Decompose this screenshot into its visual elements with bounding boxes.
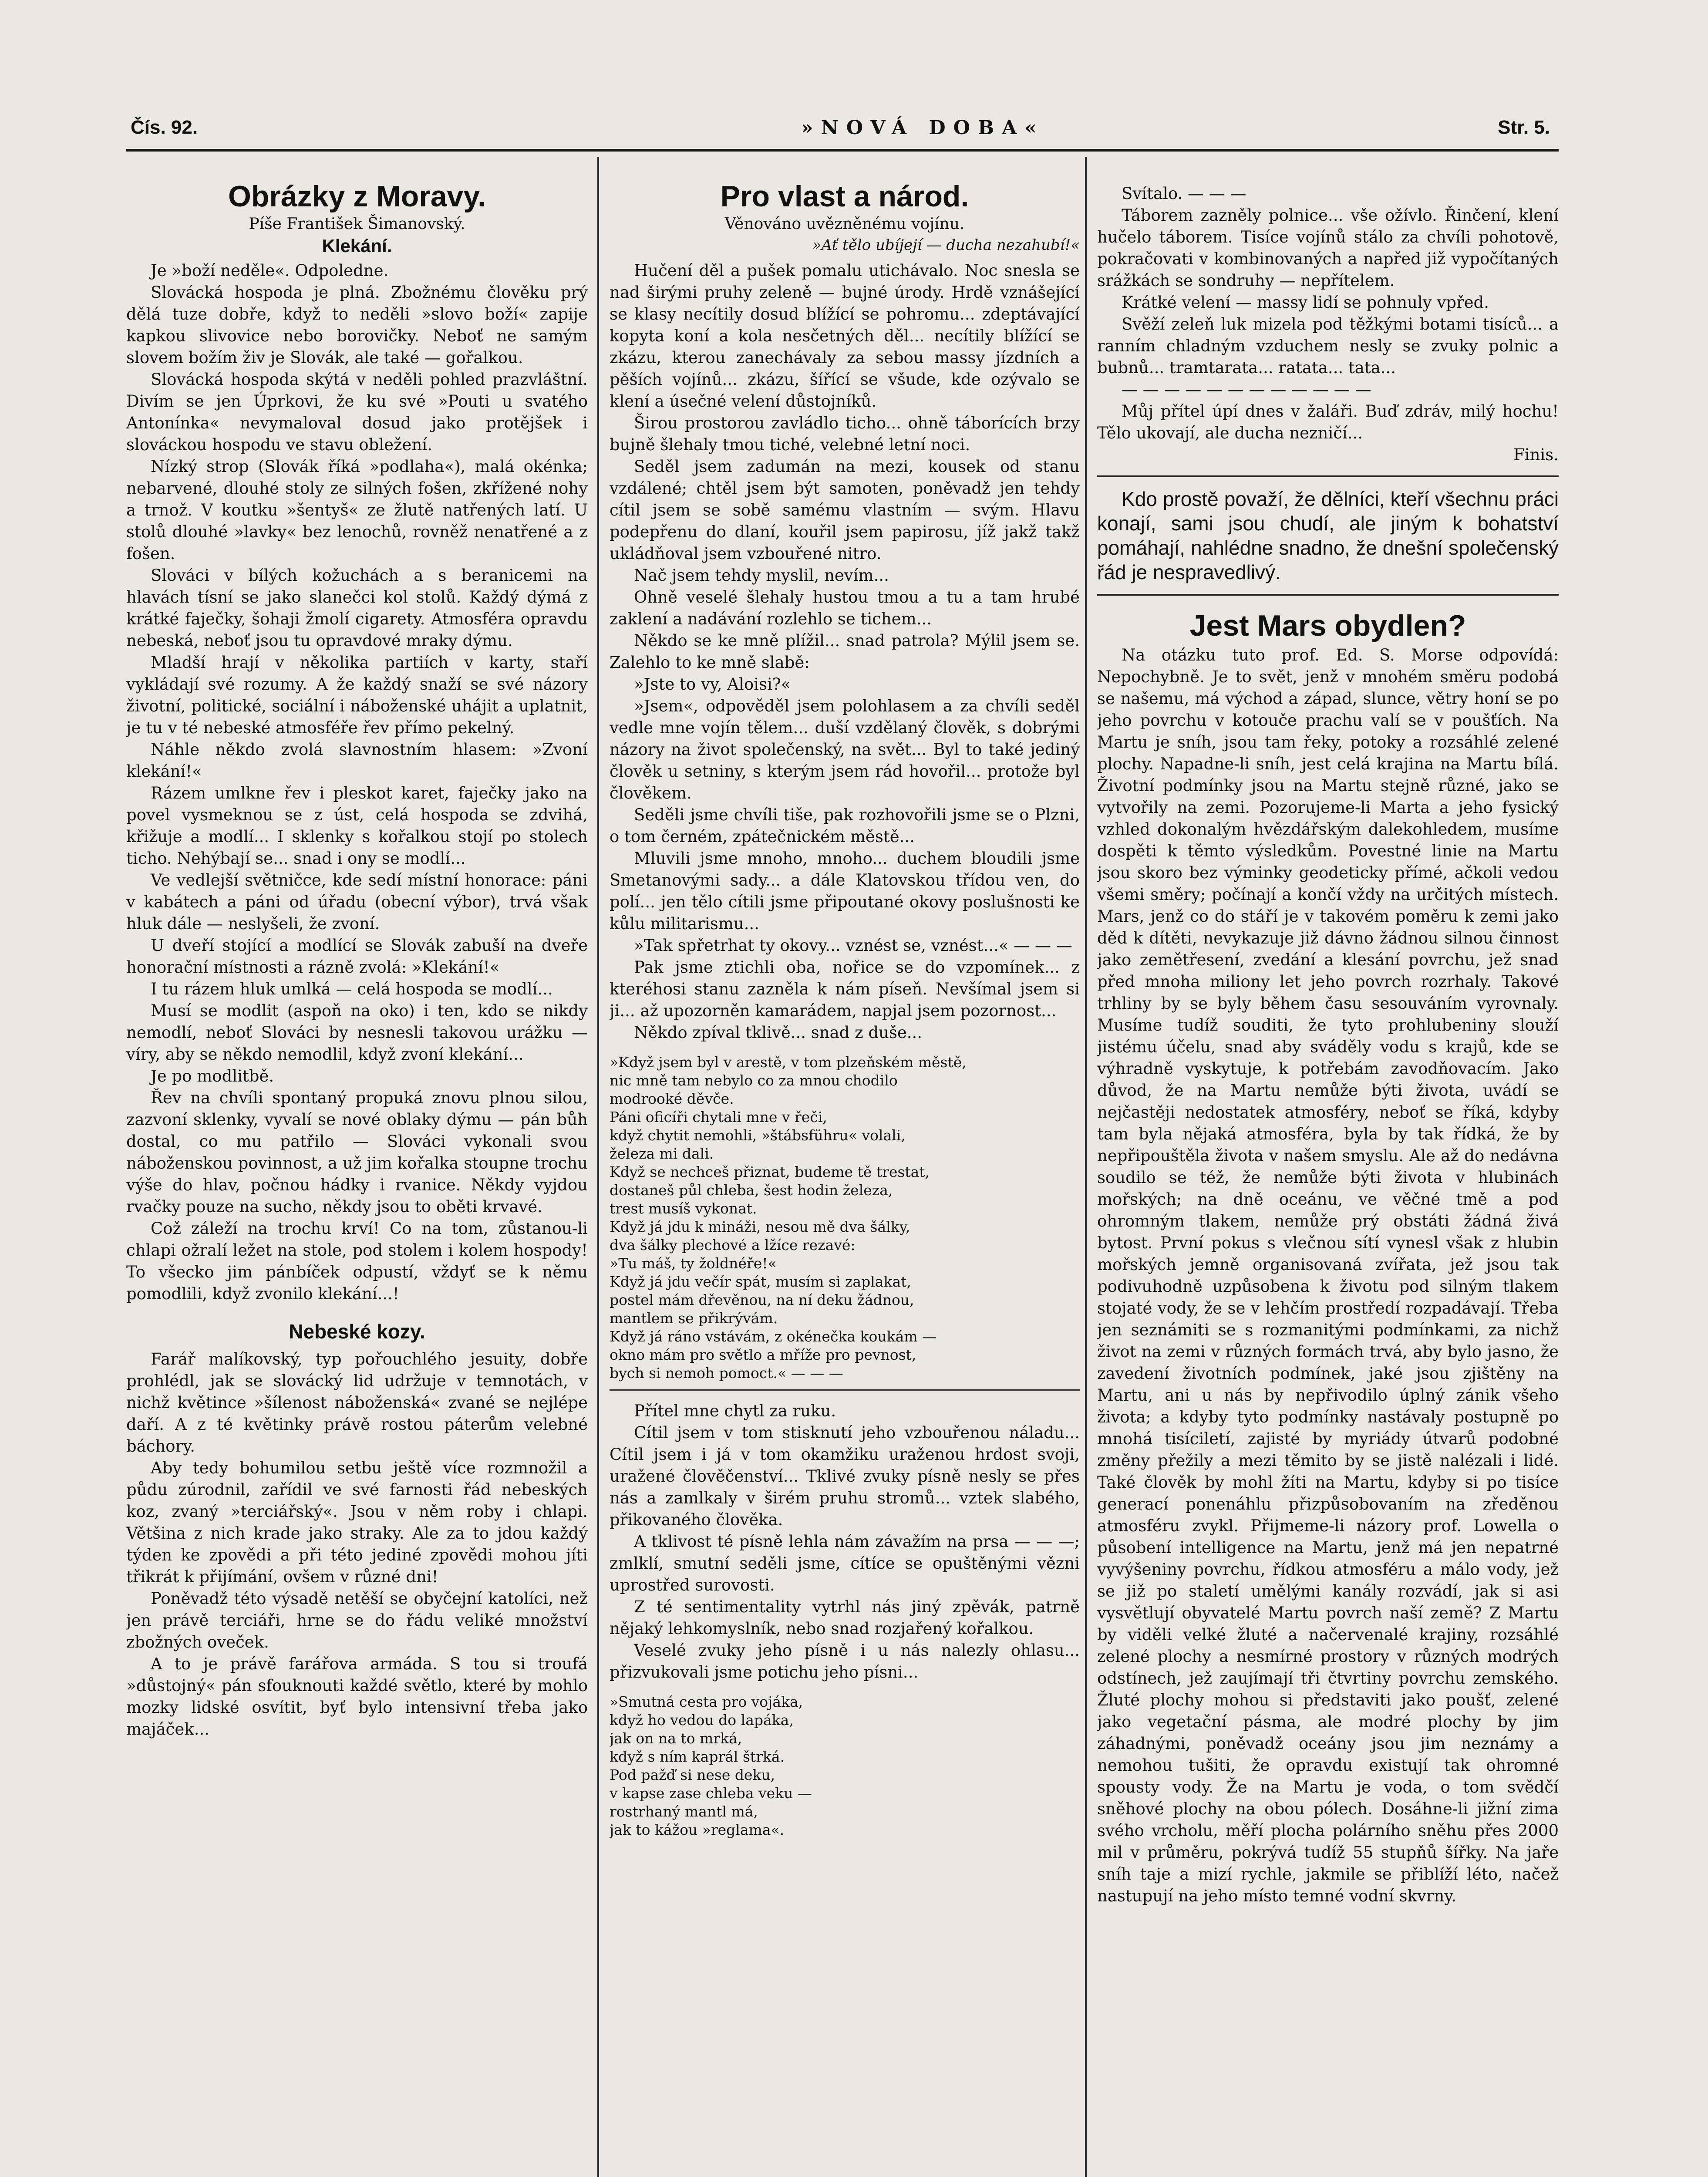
verse-line: dva šálky plechové a lžíce rezavé: <box>610 1237 856 1254</box>
paragraph: Řev na chvíli spontaný propuká znovu plnou silou, zazvoní sklenky, vyvalí se nové oblaky dýmu — pán bůh dostal, co mu patřilo — Slováci vykonali svou náboženskou povinnost, a už jim kořalka stoupne trochu výše do hlav, počnou hádky i rvanice. Někdy vyjdou rvačky pouze na sucho, někdy jsou to oběti krvavé. <box>126 1088 588 1217</box>
column-rule-1 <box>597 157 599 2177</box>
klekani-body <box>126 260 588 1305</box>
paragraph: Je »boží neděle«. Odpoledne. <box>151 261 389 280</box>
paragraph: I tu rázem hluk umlká — celá hospoda se modlí... <box>151 980 553 999</box>
paragraph: Širou prostorou zavládlo ticho... ohně táborících brzy bujně šlehaly tmou tiché, velebné letní noci. <box>610 414 1080 455</box>
verse-line: když chytit nemohli, »štábsführu« volali, <box>610 1127 906 1144</box>
verse-line: modrooké děvče. <box>610 1090 734 1108</box>
article-title-moravy: Obrázky z Moravy. <box>228 180 486 213</box>
paragraph: Nač jsem tehdy myslil, nevím... <box>634 566 889 585</box>
paragraph: Rázem umlkne řev i pleskot karet, faječky jako na povel vysmeknou se z úst, celá hospoda se zdvihá, křižuje a modlí... I sklenky s kořalkou stojí po stolech ticho. Nehýbají se... snad i ony se modlí... <box>126 784 588 868</box>
column-rule-2 <box>1085 157 1087 2177</box>
dedication: Věnováno uvězněnému vojínu. <box>724 215 965 233</box>
page-number: Str. 5. <box>1498 117 1550 138</box>
verse-line: v kapse zase chleba veku — <box>610 1785 812 1802</box>
verse-line: jak on na to mrká, <box>610 1730 742 1747</box>
header-rule <box>126 149 1559 152</box>
verse-line: Když se nechceš přiznat, budeme tě trestat, <box>610 1163 930 1181</box>
verse-line: Pod pažď si nese deku, <box>610 1766 775 1784</box>
paragraph: »Jste to vy, Aloisi?« <box>634 675 791 694</box>
paragraph: Táborem zazněly polnice... vše ožívlo. Řinčení, klení hučelo táborem. Tisíce vojínů stálo za chvíli pohotově, pokračovati v kombinovaných a napřed již vypočítaných srážkách se sondruhy — nepřítelem. <box>1097 206 1559 290</box>
verse-line: »Když jsem byl v arestě, v tom plzeňském městě, <box>610 1054 967 1071</box>
paragraph: »Tak spřetrhat ty okovy... vznést se, vznést...« — — — <box>634 936 1072 955</box>
verse-line: dostaneš půl chleba, šest hodin železa, <box>610 1182 893 1199</box>
paragraph: Pak jsme ztichli oba, nořice se do vzpomínek... z kteréhosi stanu zazněla k nám píseň. Nevšímal jsem si ji... až upozorněn kamarádem, napjal jsem pozornost... <box>610 958 1080 1021</box>
paragraph: Mluvili jsme mnoho, mnoho... duchem bloudili jsme Smetanovými sady... a dále Klatovskou třídou ven, do polí... jen tělo cítili jsme připoutané okovy poslušnosti ke kůlu militarismu... <box>610 849 1080 933</box>
song-verses-arest <box>610 1053 1080 1391</box>
callout-quote: Kdo prostě považí, že dělníci, kteří všechnu práci konají, sami jsou chudí, ale jiným k bohatství pomáhají, nahlédne snadno, že dnešní společenský řád je nespravedlivý. <box>1097 488 1559 583</box>
paragraph: Přítel mne chytl za ruku. <box>634 1402 836 1421</box>
paragraph: Náhle někdo zvolá slavnostním hlasem: »Zvoní klekání!« <box>126 740 588 781</box>
paragraph: A to je právě farářova armáda. S tou si troufá »důstojný« pán sfouknouti každé světlo, které by mohlo mozky lidské osvítit, byť bylo intensivní třeba jako majáček... <box>126 1655 588 1739</box>
column-2 <box>610 157 1080 2177</box>
verse-line: okno mám pro světlo a mříže pro pevnost, <box>610 1346 916 1364</box>
paragraph: Svěží zeleň luk mizela pod těžkými botami tisíců... a ranním chladným vzduchem nesly se zvuky polnic a bubnů... tramtarata... ratata... tata... <box>1097 315 1559 377</box>
paragraph: Mladší hrají v několika partiích v karty, staří vykládají své rozumy. A že každý snaží se své názory životní, politické, sociální i náboženské uhájit a uplatnit, je tu v té nebeské atmosféře řev přímo pekelný. <box>126 653 588 738</box>
paragraph: Na otázku tuto prof. Ed. S. Morse odpovídá: Nepochybně. Je to svět, jenž v mnohém směru podobá se našemu, má východ a západ, slunce, větry honí se po jeho povrchu v kotouče prachu valí se v poušťích. Na Martu je sníh, jsou tam řeky, potoky a rozsáhlé zelené plochy. Napadne-li sníh, jest celá krajina na Martu bílá. Životní podmínky jsou na Martu stejně různé, jako se vytvořily na zemi. Pozorujeme-li Marta a jeho fysický vzhled dokonalým hvězdářským dalekohledem, musíme dospěti k těmto výsledkům. Povestné linie na Martu jsou skoro bez výminky geodeticky přímé, ačkoli vedou všemi směry; počínají a končí vždy na určitých místech. Mars, jenž co do stáří je v takovém poměru k zemi jako děd k dítěti, nevykazuje již dávno žádnou silnou činnost jako zemětřesení, zvedání a klesání povrchu, jež snad před mnoha miliony let jeho povrch rozrhaly. Takové trhliny by se byly během času sesouváním vyrovnaly. Musíme tudíž souditi, že tyto prohlubeniny slouží jistému účelu, snad aby sváděly vodu s krajů, kde se výhradně vyskytuje, k potřebám zavodňovacím. Jako důvod, že na Martu nemůže býti života, uvádí se nejčastěji nedostatek atmosféry, neboť se říká, kdyby tam byla nějaká atmosféra, byla by tak řídká, že by nepřipouštěla života v našem smyslu. Ale až do nedávna soudilo se též, že nemůže býti života v hlubinách mořských; na dně oceánu, ve věčné tmě a pod ohromným tlakem, nemůže prý obstáti žádná živá bytost. První pokus s vlečnou sítí vynesl však z hlubin mořských jemně organisovaná zvířata, jež jsou tak podivuhodně uzpůsobena k životu pod silným tlakem stojaté vody, že se v lehčím prostředí rozpadávají. Třeba jen seznámiti se s rozmanitými podmínkami, za nichž život na zemi v různých formách trvá, aby bylo jasno, že zavedení životních podmínek, jaké jsou zjištěny na Martu, ani u nás by nepřivodilo úplný zánik všeho života; a kdyby tyto podmínky nastávaly postupně po mnohá tisíciletí, zajisté by myriády útvarů podobné změny přežily a mezi těmito by se jistě nalézali i lidé. Také člověk by mohl žíti na Martu, kdyby si po tisíce generací ponenáhlu přizpůsobovaním na zředěnou atmosféru zvykl. Přijmeme-li názory prof. Lowella o působení intelligence na Martu, jenž má jen nepatrné vyvýšeniny povrchu, řídkou atmosféru a málo vody, jež se již po staletí umělými kanály rozvádí, jak si asi vysvětlují obyvatelé Martu povrch naší země? Z Martu by viděli velké žluté a načervenalé krajiny, rozsáhlé zelené plochy a nesmírné prostory v různých modrých odstínech, jež zaujímají tři čtvrtiny povrchu zemského. Žluté plochy mohou si představiti jako poušť, zelené jako vegetační pásma, ale modré plochy by jim záhadnými, poněvadž oceány jsou jim neznámy a nemohou tušiti, že opravdu existují tak ohromné spousty vody. Že na Martu je voda, o tom svědčí sněhové plochy na obou pólech. Dosáhne-li jižní zima svého vrcholu, měří plocha polárního sněhu přes 2000 mil v průměru, pokrývá tudíž 55 stupňů šířky. Na jaře sníh taje a mizí rychle, jakmile se přiblíží léto, načež nastupují na jeho místo temné vodní skvrny. <box>1097 646 1559 1906</box>
page-header <box>131 117 1550 147</box>
paragraph: Někdo zpíval tklivě... snad z duše... <box>634 1023 923 1042</box>
subheading-nebeske-kozy: Nebeské kozy. <box>289 1320 425 1343</box>
story-body <box>610 260 1080 1044</box>
paragraph: Svítalo. — — — <box>1122 184 1246 203</box>
paragraph: Ve vedlejší světničce, kde sedí místní honorace: páni v kabátech a páni od úřadu (obecní výbor), trvá však hluk dále — neslyšeli, že zvoní. <box>126 871 588 933</box>
article-title-mars: Jest Mars obydlen? <box>1189 609 1466 642</box>
issue-number: Čís. 92. <box>131 117 198 138</box>
paragraph: Slovácká hospoda skýtá v neděli pohled prazvláštní. Divím se jen Úprkovi, že ku své »Pouti u svatého Antonínka« nevymaloval dosud jako protějšek i slováckou hospodu ve stavu obležení. <box>126 370 588 455</box>
paragraph: Je po modlitbě. <box>151 1067 274 1086</box>
verse-line: »Smutná cesta pro vojáka, <box>610 1693 803 1711</box>
paragraph: Někdo se ke mně plížil... snad patrola? Mýlil jsem se. Zalehlo to ke mně slabě: <box>610 631 1080 672</box>
paragraph: U dveří stojící a modlící se Slovák zabuší na dveře honorační místnosti a rázně zvolá: »Klekání!« <box>126 936 588 977</box>
newspaper-name: »NOVÁ DOBA« <box>801 117 1044 139</box>
paragraph: Nízký strop (Slovák říká »podlaha«), malá okénka; nebarvené, dlouhé stoly ze silných fošen, zkřížené nohy a trnož. V koutku »šentyš« ze žlutě natřených latí. U stolů dlouhé »lavky« bez lenochů, rovněž nenatřené a z fošen. <box>126 457 588 563</box>
section-rule <box>1097 594 1559 596</box>
verse-line: postel mám dřevěnou, na ní deku žádnou, <box>610 1291 914 1309</box>
paragraph: Veselé zvuky jeho písně i u nás nalezly ohlasu... přizvukovali jsme potichu jeho písni... <box>610 1641 1080 1682</box>
finis-mark: Finis. <box>1513 445 1559 464</box>
paragraph: Slovácká hospoda je plná. Zbožnému člověku prý dělá tuze dobře, když to neděli »slovo boží« zapije kapkou slivovice nebo borovičky. Neboť ne samým slovem božím živ je Slovák, ale také — gořalkou. <box>126 283 588 367</box>
paragraph: Můj přítel úpí dnes v žaláři. Buď zdráv, milý hochu! Tělo ukovají, ale ducha nezničí... <box>1097 402 1559 442</box>
verse-line: trest musíš vykonat. <box>610 1200 757 1217</box>
verse-line: nic mně tam nebylo co za mnou chodilo <box>610 1072 898 1089</box>
paragraph: Farář malíkovský, typ pořouchlého jesuity, dobře prohlédl, jak se slovácký lid udržuje v temnotách, v nichž květince »šílenost náboženská« zvané se nejlépe daří. A z té květinky právě rostou páterům velebné báchory. <box>126 1350 588 1456</box>
paragraph: Slováci v bílých kožuchách a s beranicemi na hlavách tísní se jako slanečci kol stolů. Každý dýmá z krátké faječky, šohaji žmolí cigarety. Atmosféra opravdu nebeská, neboť jsou tu opravdové mraky dýmu. <box>126 566 588 650</box>
column-3 <box>1097 157 1559 2177</box>
verse-line: »Tu máš, ty žoldnéře!« <box>610 1255 777 1272</box>
paragraph: Z té sentimentality vytrhl nás jiný zpěvák, patrně nějaký lehkomyslník, nebo snad rozjařený kořalkou. <box>610 1597 1080 1638</box>
nebeske-kozy-body <box>126 1348 588 1740</box>
verse-line: když s ním kaprál štrká. <box>610 1748 785 1766</box>
verse-line: Když já ráno vstávám, z okénečka koukám — <box>610 1328 937 1345</box>
paragraph: Seděli jsme chvíli tiše, pak rozhovořili jsme se o Plzni, o tom černém, zpátečnickém městě... <box>610 805 1080 846</box>
paragraph: A tklivost té písně lehla nám závažím na prsa — — —; zmlklí, smutní seděli jsme, cítíce se opuštěnými vězni uprostřed surovosti. <box>610 1532 1080 1595</box>
verse-line: Když já jdu večír spát, musím si zaplakat, <box>610 1273 911 1291</box>
article-byline: Píše František Šimanovský. <box>249 215 465 233</box>
verse-line: mantlem se přikrývám. <box>610 1310 778 1327</box>
paragraph: Hučení děl a pušek pomalu utichávalo. Noc snesla se nad širými pruhy zeleně — bujné úrody. Hrdě vznášející se klasy necítily dosud blížící se pohromu... zdeptávající kopyta koní a kola nesčetných děl... necítily blížící se zkázu, kterou zanechávaly za sebou massy jízdních a pěších vojínů... zkázu, šířící se všude, kde ozývalo se klení a úsečné velení důstojníků. <box>610 261 1080 411</box>
paragraph: Poněvadž této výsadě netěší se obyčejní katolíci, než jen právě terciáři, hrne se do řádu veliké množství zbožných oveček. <box>126 1589 588 1652</box>
paragraph: Seděl jsem zadumán na mezi, kousek od stanu vzdálené; chtěl jsem být samoten, poněvadž jen tehdy cítil jsem se sobě samému vlastním — svým. Hlavu podepřenu do dlaní, kouřil jsem papirosu, jíž jakž takž ukládňoval jsem vzbouřené nitro. <box>610 457 1080 563</box>
verse-line: Páni oficíři chytali mne v řeči, <box>610 1109 827 1126</box>
verse-line: Když já jdu k mináži, nesou mě dva šálky, <box>610 1218 910 1236</box>
paragraph: Krátké velení — massy lidí se pohnuly vpřed. <box>1122 293 1489 312</box>
motto: »Ať tělo ubíjejí — ducha nezahubí!« <box>812 236 1080 254</box>
paragraph: Aby tedy bohumilou setbu ještě více rozmnožil a půdu zúrodnil, zařídil ve své farnosti řád nebeských koz, zvaný »terciářský«. Jsou v něm roby i chlapi. Většina z nich krade jako straky. Ale za to jdou každý týden ke zpovědi a při této jediné zpovědi mohou jíti třikrát k přijímání, ovšem v různé dni! <box>126 1459 588 1587</box>
paragraph: Cítil jsem v tom stisknutí jeho vzbouřenou náladu... Cítil jsem i já v tom okamžiku uraženou hrdost svoji, uražené člověčenství... Tklivé zvuky písně nesly se přes nás a zamlkaly v širém pruhu stromů... vztek slabého, přikovaného člověka. <box>610 1423 1080 1530</box>
song-verses-vojak <box>610 1693 1080 1846</box>
mars-body <box>1097 644 1559 1907</box>
section-rule <box>1097 475 1559 477</box>
subheading-klekani: Klekání. <box>322 236 392 256</box>
verse-line: železa mi dali. <box>610 1145 714 1163</box>
column-1 <box>126 157 588 2177</box>
verse-line: když ho vedou do lapáka, <box>610 1712 794 1729</box>
paragraph: Musí se modlit (aspoň na oko) i ten, kdo se nikdy nemodlí, neboť Slováci by nesnesli takovou urážku — víry, aby se někdo nemodlil, když zvoní klekání... <box>126 1001 588 1064</box>
paragraph: — — — — — — — — — — — — <box>1122 380 1371 399</box>
story-continuation <box>1097 183 1559 466</box>
verse-line: rostrhaný mantl má, <box>610 1803 758 1820</box>
verse-line: jak to kážou »reglama«. <box>610 1821 785 1839</box>
paragraph: Ohně veselé šlehaly hustou tmou a tu a tam hrubé zaklení a nadávání rozlehlo se tichem... <box>610 588 1080 629</box>
story-body-2 <box>610 1400 1080 1683</box>
paragraph: »Jsem«, odpověděl jsem polohlasem a za chvíli seděl vedle mne vojín tělem... duší vzdělaný člověk, s dobrými názory na život společenský, na svět... Byl to také jediný člověk u setniny, s kterým jsem rád hovořil... protože byl člověkem. <box>610 697 1080 803</box>
verse-line: bych si nemoh pomoct.« — — — <box>610 1365 843 1382</box>
paragraph: Což záleží na trochu krví! Co na tom, zůstanou-li chlapi ožralí ležet na stole, pod stolem i kolem hospody! To všecko jim pánbíček odpustí, vždyť se k němu pomodlili, když zvonilo klekání...! <box>126 1219 588 1304</box>
article-title-vlast: Pro vlast a národ. <box>720 180 969 213</box>
